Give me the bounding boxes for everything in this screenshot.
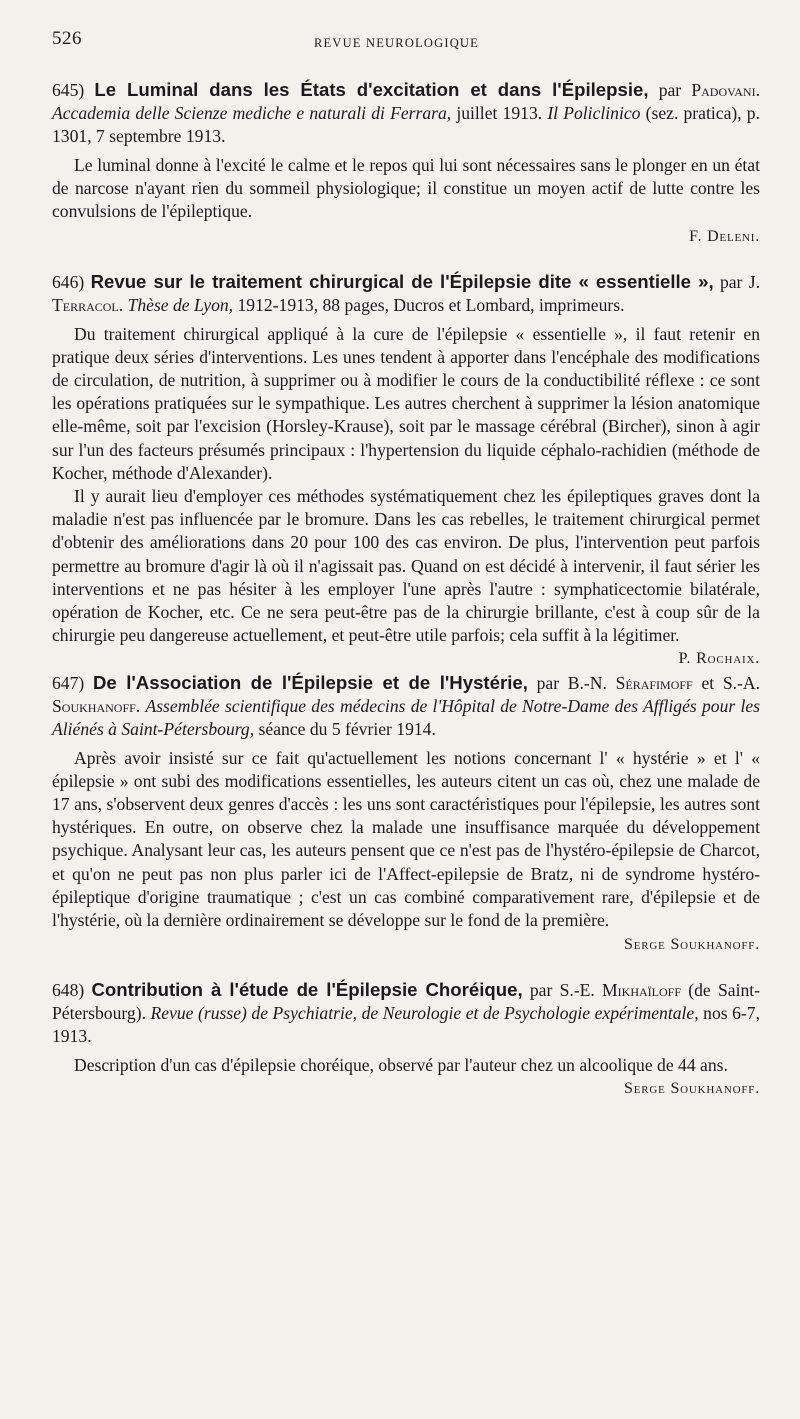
entry-paragraph: Du traitement chirurgical appliqué à la cure de l'épilepsie « essentielle », il faut retenir en pratique deux séries d'interventions. Les unes tendent à apporter dans l'encéphale des modifications de circulation, de nutrition, à supprimer ou à modifier le cours de la conductibilité réflexe : ce sont les opérations pratiquées sur le sympathique. Les autres cherchent à supprimer la lésion anatomique elle-même, soit par l'excision (Horsley-Krause), soit par le massage cérébral (Bircher), sinon à agir sur l'un des facteurs présumés principaux : l'hypertension du liquide céphalo-rachidien (méthode de Kocher, méthode d'Alexander). <box>52 323 760 483</box>
entry-and: et S.-A. <box>701 672 761 693</box>
entry-source: Thèse de Lyon, <box>127 294 234 315</box>
entry-source: Assemblée scientifique des médecins de l'Hôpital de Notre-Dame des Affligés pour les Aliénés à Saint-Pétersbourg, <box>52 695 760 739</box>
entry-title: Le Luminal dans les États d'excitation et dans l'Épilepsie, <box>94 79 649 100</box>
entry-author: Sérafimoff <box>615 672 693 693</box>
entry-source-details: 1912-1913, 88 pages, Ducros et Lombard, imprimeurs. <box>237 294 625 315</box>
entry-paragraph: Après avoir insisté sur ce fait qu'actuellement les notions concernant l' « hystérie » et l' « épilepsie » ont subi des modifications essentielles, les auteurs citent un cas où, chez une malade de 17 ans, s'observent deux genres d'accès : les uns sont caractéristiques pour l'épilepsie, les autres sont hystériques. En outre, on observe chez la malade une insuffisance marquée du développement psychique. Analysant leur cas, les auteurs pensent que ce n'est pas de l'hystéro-épilepsie de Charcot, et qu'on ne peut pas non plus parler ici de l'Affect-epilepsie de Bratz, ni de syndrome hystéro-épileptique d'origine traumatique ; c'est un cas combiné comparativement rare, d'épilepsie et de l'hystérie, où la dernière ordinairement se développe sur le fond de la première. <box>52 747 760 931</box>
entry-signature: Serge Soukhanoff. <box>624 936 760 954</box>
entry-source: Revue (russe) de Psychiatrie, de Neurologie et de Psychologie expérimentale, <box>150 1003 699 1024</box>
entry-signature: Serge Soukhanoff. <box>624 1080 760 1098</box>
entry-number: 648) <box>52 980 85 1001</box>
running-title: REVUE NEUROLOGIQUE <box>314 36 479 50</box>
abstract-entry-648 <box>52 978 760 1098</box>
entry-source-details: nos 6-7, 1913. <box>52 1003 760 1047</box>
entry-number: 646) <box>52 271 85 292</box>
entry-heading <box>52 671 760 741</box>
page-header <box>52 28 760 56</box>
entry-by-details: (de Saint-Pétersbourg). <box>52 980 760 1024</box>
entry-number: 645) <box>52 80 85 100</box>
entry-paragraph <box>52 485 760 668</box>
entry-paragraph-text: Description d'un cas d'épilepsie choréique, observé par l'auteur chez un alcoolique de 44 ans. <box>74 1055 728 1076</box>
entry-source: Accademia delle Scienze mediche e naturali di Ferrara, <box>52 103 452 123</box>
entry-source-2-details: (sez. pratica), p. 1301, 7 septembre 1913. <box>52 103 760 146</box>
entry-signature: P. Rochaix. <box>678 650 760 668</box>
entry-title: Contribution à l'étude de l'Épilepsie Choréique, <box>91 979 523 1001</box>
abstract-entry-646 <box>52 270 760 668</box>
entry-author: Mikhaïloff <box>602 980 682 1001</box>
entry-paragraph: Le luminal donne à l'excité le calme et le repos qui lui sont nécessaires sans le plonger en un état de narcose n'ayant rien du sommeil physiologique; il constitue un moyen actif de lutte contre les convulsions de l'épileptique. <box>52 155 760 222</box>
document-page <box>52 28 760 1101</box>
entry-source-2: Il Policlinico <box>547 103 641 123</box>
entry-heading <box>52 270 760 317</box>
entry-author: Padovani. <box>691 80 760 100</box>
page-number: 526 <box>52 28 82 49</box>
entry-paragraph <box>52 1054 760 1098</box>
entry-title: Revue sur le traitement chirurgical de l'Épilepsie dite « essentielle », <box>90 270 714 292</box>
entry-number: 647) <box>52 672 85 693</box>
entry-heading <box>52 78 760 148</box>
abstract-entry-645 <box>52 78 760 248</box>
entry-source-details: séance du 5 février 1914. <box>258 718 436 739</box>
entry-title: De l'Association de l'Épilepsie et de l'Hystérie, <box>92 671 528 693</box>
entry-by: par S.-E. <box>529 980 595 1001</box>
entry-paragraph-text: Il y aurait lieu d'employer ces méthodes systématiquement chez les épileptiques graves dont la maladie n'est pas influencée par le bromure. Dans les cas rebelles, le traitement chirurgical permet d'obtenir des améliorations dans 20 pour 100 des cas environ. De plus, l'intervention peut parfois permettre au bromure d'agir là où il n'agissait pas. Quand on est décidé à intervenir, il faut sérier les interventions et ne pas hésiter à les employer l'une après l'autre : symphaticectomie bilatérale, opération de Kocher, etc. Ce ne sera peut-être pas de la chirurgie brillante, c'est à coup sûr de la chirurgie peu dangereuse actuellement, et peut-être utile parfois; cela suffit à la légitimer. <box>52 486 760 646</box>
entry-source-details: juillet 1913. <box>456 103 543 123</box>
entry-author: Terracol. <box>52 294 124 315</box>
entry-author-2: Soukhanoff. <box>52 695 141 716</box>
entry-by: par <box>658 80 682 100</box>
entry-by: par B.-N. <box>536 672 607 693</box>
abstract-entry-647 <box>52 671 760 957</box>
entry-signature: F. Deleni. <box>689 227 760 245</box>
entry-by: par J. <box>719 271 760 292</box>
entry-heading <box>52 978 760 1048</box>
